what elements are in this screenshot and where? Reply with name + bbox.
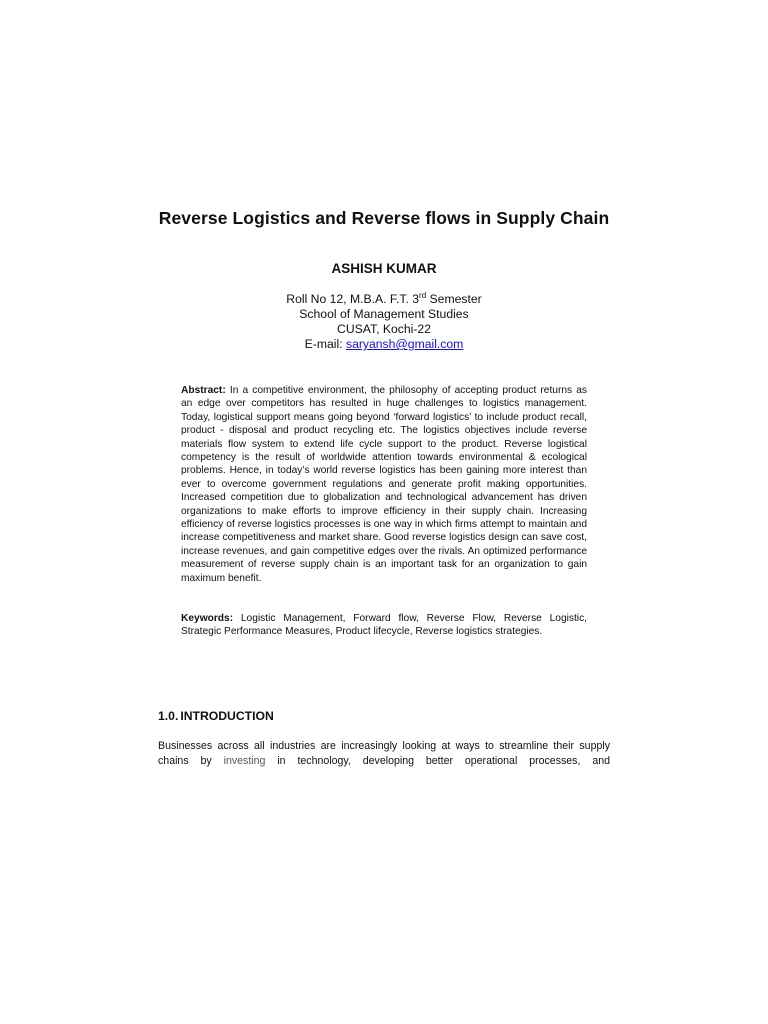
intro-highlight-word[interactable]: investing bbox=[223, 754, 266, 767]
semester-text: Semester bbox=[426, 292, 482, 306]
abstract-text: In a competitive environment, the philosophy of accepting product returns as an edge over competitors has resulted in huge challenges to logistics management. Today, logistical support means going beyond ‘forward logistics’ to include product recall, product - disposal and product recycling etc. The logistics objectives include reverse materials flow system to extend life cycle support to the product. Reverse logistical competency is the result of worldwide attention towards environmental & ecological problems. Hence, in today’s world reverse logistics has been gaining more interest than ever to overcome government regulations and generate profit making opportunities. Increased competition due to globalization and technological advancement has driven organizations to make efforts to improve efficiency in their supply chain. Increasing efficiency of reverse logistics processes is one way in which firms attempt to maintain and increase competitiveness and market share. Good reverse logistics design can save cost, increase revenues, and gain competitive edges over the rivals. An optimized performance measurement of reverse supply chain is an important task for an organization to gain maximum benefit. bbox=[181, 385, 587, 584]
university-line: CUSAT, Kochi-22 bbox=[337, 322, 431, 336]
roll-text: Roll No 12, M.B.A. F.T. 3 bbox=[286, 292, 420, 306]
abstract-paragraph bbox=[181, 384, 587, 585]
section-title: INTRODUCTION bbox=[180, 709, 274, 723]
semester-superscript: rd bbox=[419, 290, 427, 300]
roll-line bbox=[0, 292, 768, 307]
email-link[interactable]: saryansh@gmail.com bbox=[345, 337, 464, 351]
email-line bbox=[0, 337, 768, 352]
section-heading bbox=[158, 709, 274, 723]
keywords-paragraph bbox=[181, 612, 587, 639]
abstract-label: Abstract: bbox=[181, 385, 226, 396]
keywords-label: Keywords: bbox=[181, 613, 234, 624]
email-label: E-mail: bbox=[304, 337, 346, 351]
author-name: ASHISH KUMAR bbox=[331, 261, 437, 276]
intro-text-after: in technology, developing better operational processes, and bbox=[265, 754, 610, 767]
author-affiliation bbox=[0, 292, 768, 352]
keywords-text: Logistic Management, Forward flow, Reverse Flow, Reverse Logistic, Strategic Performance Measures, Product lifecycle, Reverse logistics strategies. bbox=[181, 613, 587, 638]
intro-text-before: Businesses across all industries are increasingly looking at ways to streamline their supply chains by bbox=[158, 740, 610, 767]
school-line: School of Management Studies bbox=[299, 307, 469, 321]
intro-paragraph bbox=[158, 739, 610, 768]
paper-title: Reverse Logistics and Reverse flows in Supply Chain bbox=[158, 208, 610, 228]
section-number: 1.0. bbox=[158, 709, 179, 723]
